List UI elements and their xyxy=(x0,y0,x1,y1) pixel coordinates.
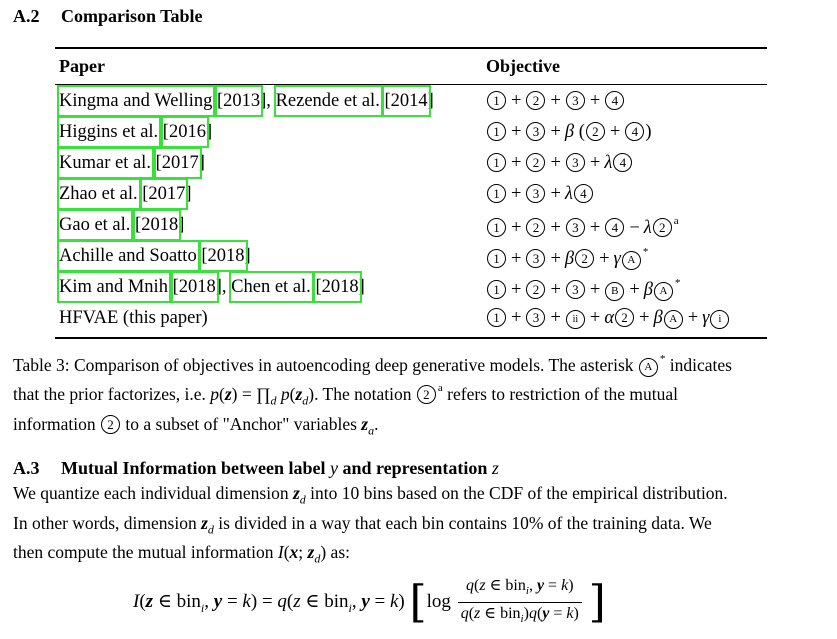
equation: I(z ∈ bin$_i$, y = k) = q(z ∈ bin$_i$, y = k) [log $\frac{q(z \in bin_i, y = k)}{q(z \in bin_i)q(y = k)}$ ] xyxy=(133,575,606,630)
objective-cell: 1 + 2 + 3 + λ 4 xyxy=(486,153,633,174)
body-paragraph xyxy=(13,482,828,571)
column-header-paper: Paper xyxy=(59,56,105,76)
paper-cell: Zhao et al. [2017] xyxy=(59,184,192,204)
citation-link[interactable]: Kumar et al. xyxy=(59,153,151,173)
citation-link[interactable]: [2018 xyxy=(201,246,245,266)
paragraph-line: In other words, dimension $z_d$ is divided in a way that each bin contains 10% of the training data. We xyxy=(13,512,712,536)
section-heading-a3: A.3 Mutual Information between label y and representation z xyxy=(13,458,499,478)
citation-link[interactable]: Gao et al. xyxy=(59,215,131,235)
objective-cell: 1 + 2 + 3 + 4 − λ 2 $^a$ xyxy=(486,215,679,239)
table-row xyxy=(55,87,795,118)
caption-line: Table 3: Comparison of objectives in autoencoding deep generative models. The asterisk A* indicates xyxy=(13,353,732,375)
objective-cell: 1 + 3 + β 2 + γ A* xyxy=(486,246,648,270)
citation-link[interactable]: Kingma and Welling xyxy=(59,91,213,111)
citation-link[interactable]: [2017 xyxy=(142,184,186,204)
citation-link[interactable]: [2013 xyxy=(216,91,261,111)
objective-cell: 1 + 3 + ii + α 2 + β A + γ i xyxy=(486,308,730,329)
citation-link[interactable]: Kim and Mnih xyxy=(59,277,168,297)
section-number: A.2 xyxy=(13,6,40,26)
column-header-objective: Objective xyxy=(486,56,560,76)
objective-cell: 1 + 3 + λ 4 xyxy=(486,184,594,205)
objective-cell: 1 + 2 + 3 + 4 xyxy=(486,91,625,112)
paper-cell: Kumar et al. [2017] xyxy=(59,153,205,173)
table-row xyxy=(55,149,795,180)
paper-cell: Kim and Mnih [2018], Chen et al. [2018] xyxy=(59,277,365,297)
table-row xyxy=(55,211,795,242)
section-number: A.3 xyxy=(13,458,40,478)
paper-cell: HFVAE (this paper) xyxy=(59,308,208,328)
table-bottom-rule xyxy=(55,337,767,339)
citation-link[interactable]: Rezende et al. xyxy=(275,91,380,111)
citation-link[interactable]: Chen et al. xyxy=(231,277,311,297)
citation-link[interactable]: [2017 xyxy=(155,153,199,173)
table-row xyxy=(55,273,795,304)
table-row xyxy=(55,304,795,335)
citation-link[interactable]: Zhao et al. xyxy=(59,184,138,204)
citation-link[interactable]: Achille and Soatto xyxy=(59,246,197,266)
caption-line: information 2 to a subset of "Anchor" variables $z_a$. xyxy=(13,413,379,437)
paper-cell: Kingma and Welling [2013], Rezende et al. [2014] xyxy=(59,91,434,111)
section-title: Comparison Table xyxy=(61,6,203,26)
objective-cell: 1 + 3 + β ( 2 + 4 ) xyxy=(486,122,652,143)
table-row xyxy=(55,242,795,273)
table-row xyxy=(55,118,795,149)
paper-cell: Higgins et al. [2016] xyxy=(59,122,213,142)
table-row xyxy=(55,180,795,211)
citation-link[interactable]: [2018 xyxy=(172,277,216,297)
table-header-rule xyxy=(55,84,767,85)
table-caption xyxy=(13,348,823,442)
section-heading-a2 xyxy=(13,6,203,27)
paper-cell: Gao et al. [2018] xyxy=(59,215,185,235)
citation-link[interactable]: [2014 xyxy=(384,91,428,111)
citation-link[interactable]: [2018 xyxy=(315,277,359,297)
objective-cell: 1 + 2 + 3 + B + β A* xyxy=(486,277,680,301)
paragraph-line: We quantize each individual dimension $z_d$ into 10 bins based on the CDF of the empirical distribution. xyxy=(13,483,728,507)
citation-link[interactable]: Higgins et al. xyxy=(59,122,159,142)
fraction: $\frac{q(z \in bin_i, y = k)}{q(z \in bin_i)q(y = k)}$ xyxy=(458,575,582,630)
paper-cell: Achille and Soatto [2018] xyxy=(59,246,251,266)
caption-line: that the prior factorizes, i.e. $p(z) = \prod_d$ $p(z_d)$. The notation 2 $^a$ refers to restriction of the mutual xyxy=(13,382,678,408)
paragraph-line: then compute the mutual information I(x; $z_d$) as: xyxy=(13,542,350,566)
citation-link[interactable]: [2018 xyxy=(135,215,179,235)
table-top-rule xyxy=(55,47,767,49)
citation-link[interactable]: [2016 xyxy=(162,122,206,142)
